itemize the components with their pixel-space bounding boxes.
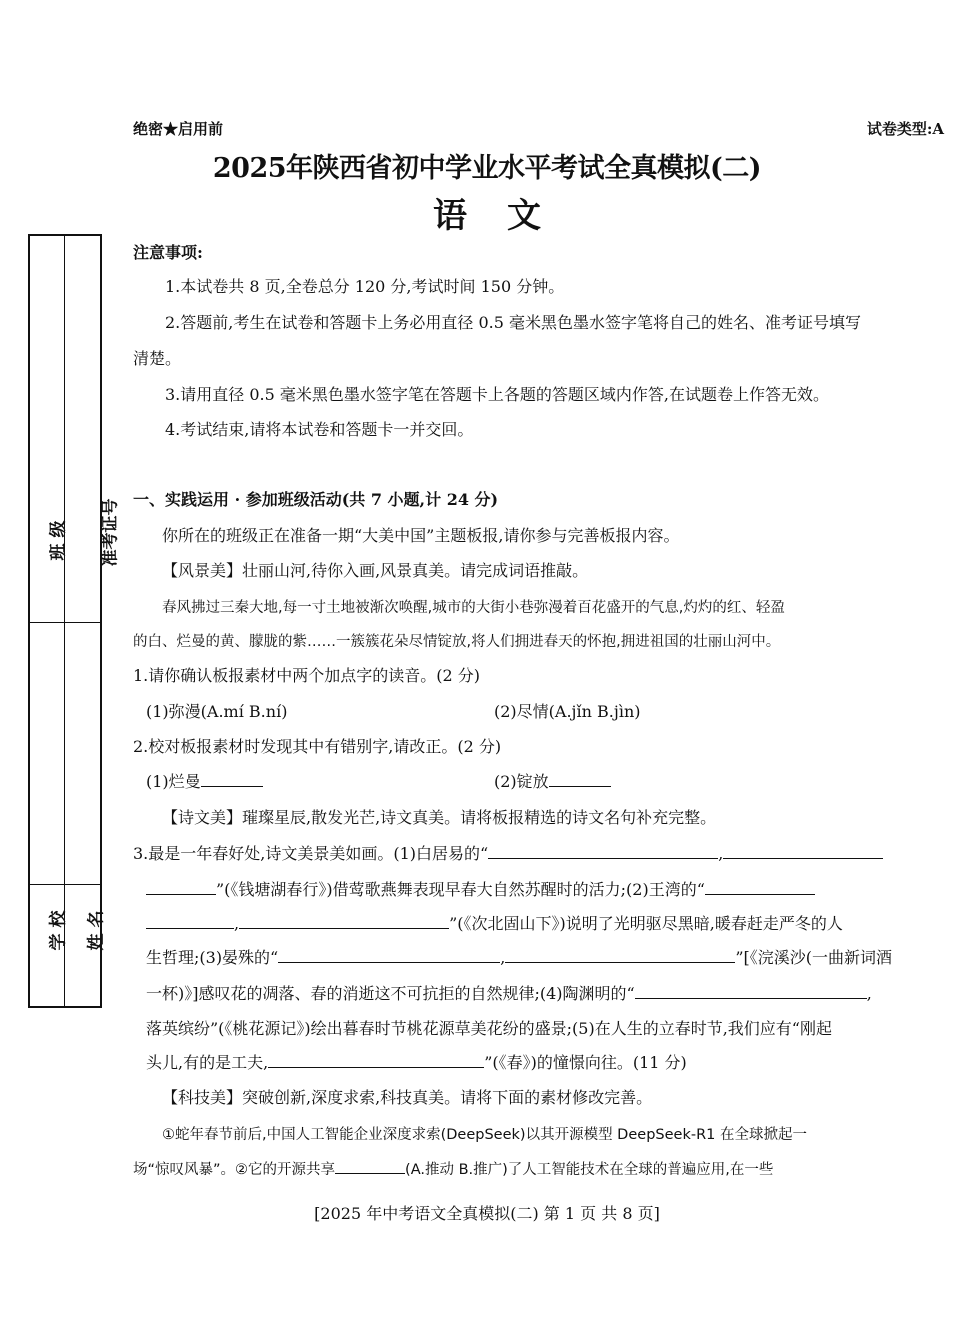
q3-line-6: 落英缤纷”(《桃花源记》)绘出暮春时节桃花源草美花纷的盛景;(5)在人生的立春时节,我们应有“刚起 — [146, 1019, 832, 1038]
note-2-cont: 清楚。 — [133, 349, 182, 368]
notes-heading: 注意事项: — [133, 243, 203, 262]
q3-line-2: ”(《钱塘湖春行》)借莺歌燕舞表现早春大自然苏醒时的活力;(2)王湾的“ — [146, 880, 815, 900]
q3-line-5: 一杯)》]感叹花的凋落、春的消逝这不可抗拒的自然规律;(4)陶渊明的“ , — [146, 984, 872, 1003]
intro-text: 你所在的班级正在准备一期“大美中国”主题板报,请你参与完善板报内容。 — [162, 526, 680, 545]
note-3: 3.请用直径 0.5 毫米黑色墨水签字笔在答题卡上各题的答题区域内作答,在试题卷上作答无效。 — [165, 385, 829, 404]
question-2: 2.校对板报素材时发现其中有错别字,请改正。(2 分) — [133, 737, 502, 756]
name-label: 姓 名 — [86, 910, 107, 951]
q3-line-7: 头儿,有的是工夫, ”(《春》)的憧憬向往。(11 分) — [146, 1053, 687, 1072]
material-line-2: 的白、烂曼的黄、朦胧的紫……一簇簇花朵尽情锭放,将人们拥进春天的怀抱,拥进祖国的壮丽山河中。 — [133, 634, 781, 650]
material-line-1: 春风拂过三秦大地,每一寸土地被渐次唤醒,城市的大街小巷弥漫着百花盛开的气息,灼灼的红、轻盈 — [162, 600, 785, 616]
q3-line-4: 生哲理;(3)晏殊的“ , ”[《浣溪沙(一曲新词酒 — [146, 948, 893, 967]
scenery-prompt: 【风景美】壮丽山河,待你入画,风景真美。请完成词语推敲。 — [162, 561, 589, 580]
school-label: 学 校 — [48, 910, 69, 951]
q1-option-1: (1)弥漫(A.mí B.ní) — [146, 702, 288, 721]
poetry-prompt: 【诗文美】璀璨星辰,散发光芒,诗文真美。请将板报精选的诗文名句补充完整。 — [162, 808, 717, 827]
q1-option-2: (2)尽情(A.jǐn B.jìn) — [494, 702, 641, 721]
q2-item-2: (2)锭放 — [494, 772, 611, 792]
question-1: 1.请你确认板报素材中两个加点字的读音。(2 分) — [133, 666, 481, 685]
q3-line-3: , ”(《次北固山下》)说明了光明驱尽黑暗,暖春赶走严冬的人 — [146, 914, 843, 934]
q3-line-1: 3.最是一年春好处,诗文美景美如画。(1)白居易的“ , — [133, 844, 883, 864]
subject-title: 语文 — [433, 196, 581, 236]
tech-prompt: 【科技美】突破创新,深度求索,科技真美。请将下面的素材修改完善。 — [162, 1088, 653, 1107]
tech-line-1: ①蛇年春节前后,中国人工智能企业深度求索(DeepSeek)以其开源模型 DeepSeek-R1 在全球掀起一 — [162, 1127, 807, 1143]
note-2: 2.答题前,考生在试卷和答题卡上务必用直径 0.5 毫米黑色墨水签字笔将自己的姓名、准考证号填写 — [165, 313, 861, 332]
paper-type: 试卷类型:A — [866, 120, 944, 138]
exam-title: 2025年陕西省初中学业水平考试全真模拟(二) — [212, 153, 762, 184]
secret-label: 绝密★启用前 — [133, 120, 224, 138]
exam-number-label: 准考证号 — [100, 498, 121, 567]
q2-item-1: (1)烂曼 — [146, 772, 263, 792]
class-label: 班 级 — [48, 520, 69, 561]
section-heading: 一、实践运用 · 参加班级活动(共 7 小题,计 24 分) — [133, 490, 499, 509]
binding-box — [28, 234, 102, 1008]
tech-line-2: 场“惊叹风暴”。②它的开源共享 (A.推动 B.推广)了人工智能技术在全球的普遍应用,在一些 — [133, 1159, 773, 1180]
note-4: 4.考试结束,请将本试卷和答题卡一并交回。 — [165, 420, 474, 439]
note-1: 1.本试卷共 8 页,全卷总分 120 分,考试时间 150 分钟。 — [165, 277, 565, 296]
page-footer: [2025 年中考语文全真模拟(二) 第 1 页 共 8 页] — [314, 1204, 660, 1223]
